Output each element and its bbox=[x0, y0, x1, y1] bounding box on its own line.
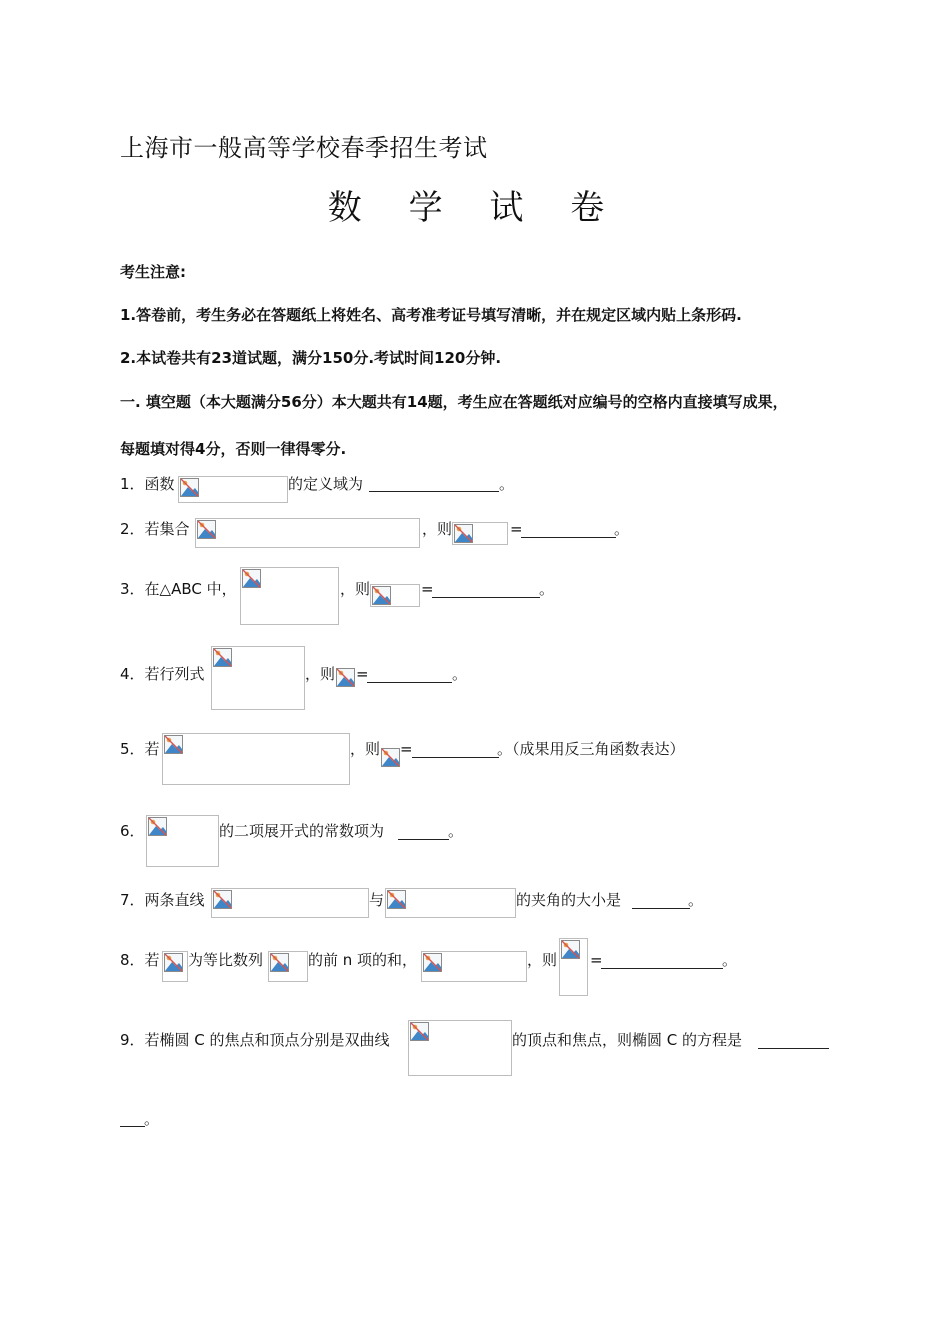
section-instruction-line-2: 每题填对得4分，否则一律得零分. bbox=[120, 440, 347, 458]
formula-image bbox=[178, 476, 288, 503]
page-title: 数 学 试 卷 bbox=[327, 188, 623, 228]
formula-image bbox=[370, 584, 420, 607]
answer-blank bbox=[758, 1048, 829, 1049]
formula-image bbox=[559, 938, 588, 996]
broken-image-icon bbox=[213, 648, 232, 667]
answer-blank bbox=[432, 597, 540, 598]
notes-heading: 考生注意: bbox=[120, 263, 186, 281]
formula-image bbox=[408, 1020, 512, 1076]
formula-image bbox=[268, 951, 308, 982]
broken-image-icon bbox=[197, 520, 216, 539]
broken-image-icon bbox=[164, 735, 183, 754]
broken-image-icon bbox=[410, 1022, 429, 1041]
broken-image-icon bbox=[213, 890, 232, 909]
formula-image bbox=[452, 522, 508, 545]
broken-image-icon bbox=[381, 748, 400, 767]
broken-image-icon bbox=[561, 940, 580, 959]
answer-blank bbox=[369, 491, 499, 492]
broken-image-icon bbox=[180, 478, 199, 497]
note-item-2: 2.本试卷共有23道试题，满分150分.考试时间120分钟. bbox=[120, 349, 502, 367]
formula-image bbox=[162, 951, 188, 982]
formula-image bbox=[211, 888, 369, 918]
formula-image bbox=[195, 518, 420, 548]
answer-blank bbox=[601, 968, 723, 969]
formula-image bbox=[162, 733, 350, 785]
answer-blank-continued bbox=[120, 1126, 145, 1127]
answer-blank bbox=[398, 839, 449, 840]
exam-header: 上海市一般高等学校春季招生考试 bbox=[120, 134, 488, 162]
broken-image-icon bbox=[242, 569, 261, 588]
formula-image bbox=[211, 646, 305, 710]
formula-image bbox=[385, 888, 516, 918]
answer-blank bbox=[412, 757, 499, 758]
answer-blank bbox=[367, 682, 452, 683]
broken-image-icon bbox=[423, 953, 442, 972]
formula-image bbox=[240, 567, 339, 625]
broken-image-icon bbox=[454, 524, 473, 543]
note-item-1: 1.答卷前，考生务必在答题纸上将姓名、高考准考证号填写清晰，并在规定区域内贴上条形码. bbox=[120, 306, 742, 324]
formula-image bbox=[381, 748, 400, 767]
broken-image-icon bbox=[387, 890, 406, 909]
broken-image-icon bbox=[372, 586, 391, 605]
formula-image bbox=[421, 951, 527, 982]
formula-image bbox=[146, 815, 219, 867]
formula-image bbox=[336, 668, 355, 687]
broken-image-icon bbox=[336, 668, 355, 687]
answer-blank bbox=[632, 908, 690, 909]
broken-image-icon bbox=[270, 953, 289, 972]
section-instruction-line-1: 一. 填空题（本大题满分56分）本大题共有14题，考生应在答题纸对应编号的空格内直接填写成果， bbox=[120, 393, 788, 411]
answer-blank bbox=[521, 537, 616, 538]
broken-image-icon bbox=[164, 953, 183, 972]
broken-image-icon bbox=[148, 817, 167, 836]
